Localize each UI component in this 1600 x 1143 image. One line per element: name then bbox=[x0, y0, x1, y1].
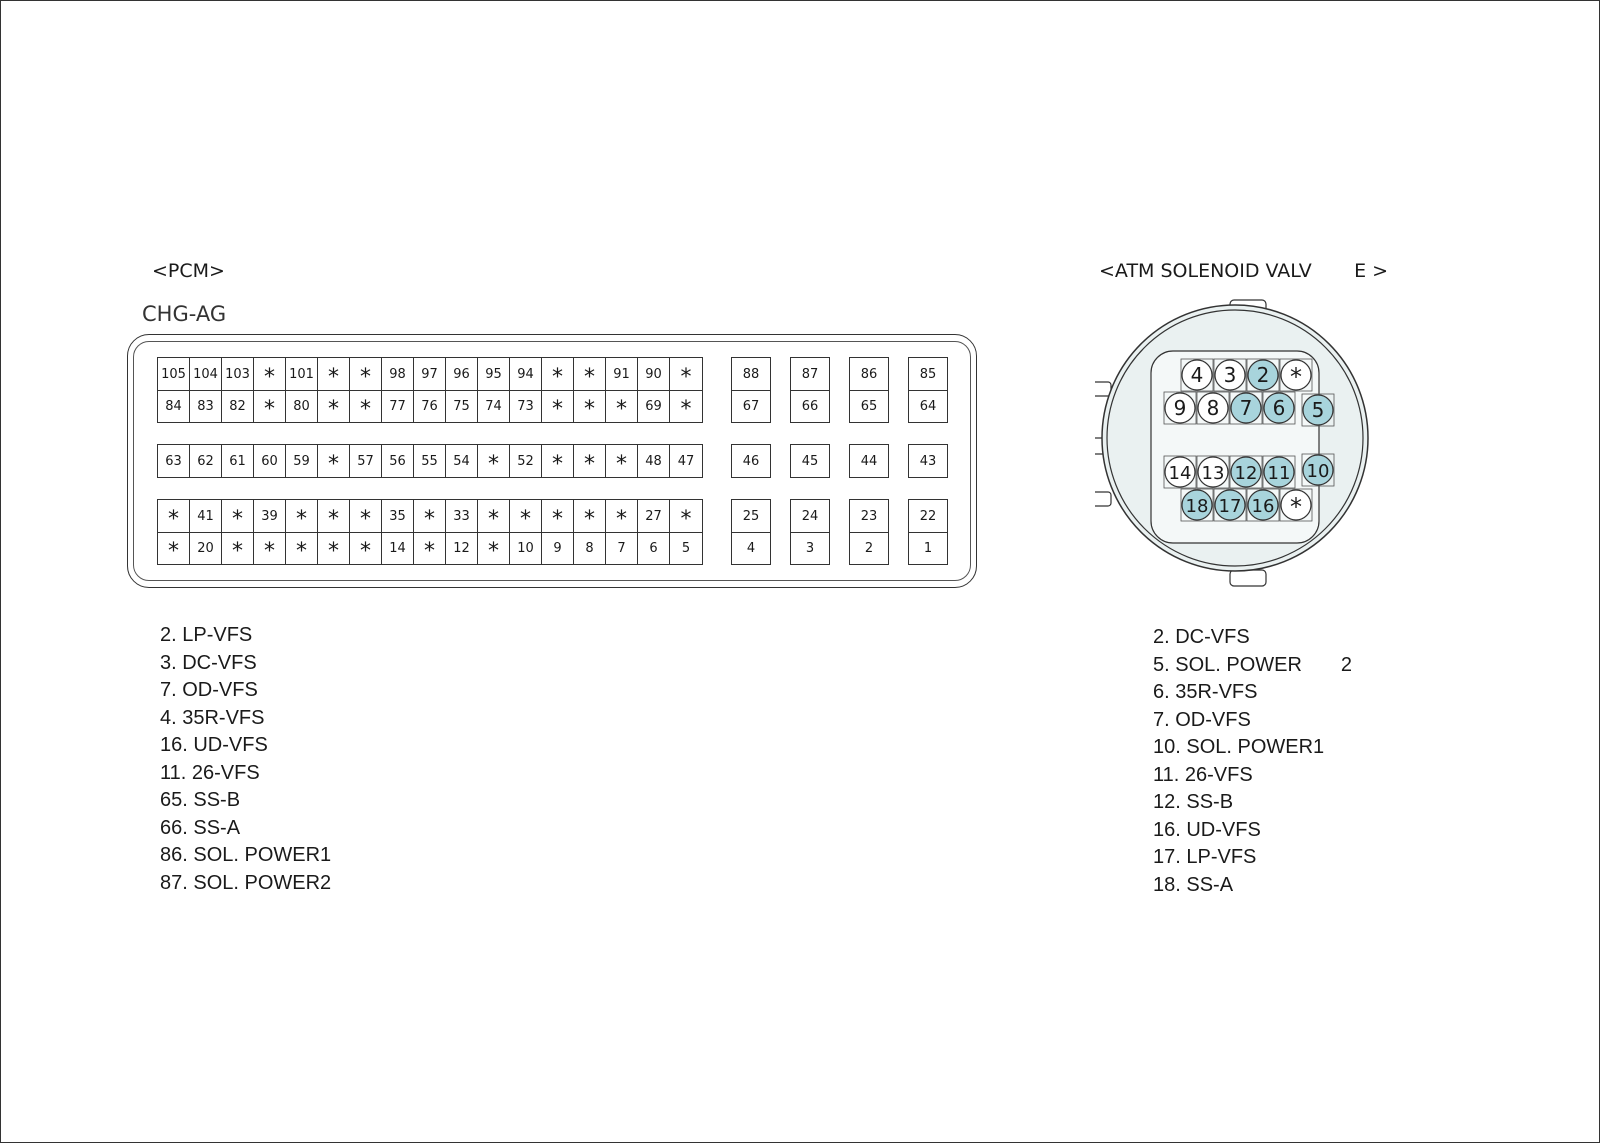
atm-pin-label: 12 bbox=[1234, 463, 1258, 484]
pcm-title: <PCM> bbox=[152, 260, 225, 282]
pcm-single-pin-block bbox=[908, 444, 948, 478]
pcm-pin: 87 bbox=[801, 366, 819, 382]
pcm-pin: 97 bbox=[414, 358, 446, 390]
pcm-pin: * bbox=[286, 500, 318, 532]
pcm-pin: 24 bbox=[801, 508, 819, 524]
pcm-connector-code: CHG-AG bbox=[142, 302, 227, 326]
atm-pin-legend bbox=[1153, 624, 1352, 899]
pcm-pin: 77 bbox=[382, 390, 414, 422]
pcm-single-pin-block bbox=[731, 499, 771, 565]
pcm-pin: 90 bbox=[638, 358, 670, 390]
pcm-pin: 33 bbox=[446, 500, 478, 532]
pcm-pin: 88 bbox=[742, 366, 760, 382]
legend-item: 66. SS-A bbox=[160, 816, 241, 839]
connector-tab bbox=[1095, 492, 1111, 506]
pcm-pin: * bbox=[318, 358, 350, 390]
pcm-pin: * bbox=[574, 500, 606, 532]
pcm-pin: 27 bbox=[638, 500, 670, 532]
pcm-pin: 95 bbox=[478, 358, 510, 390]
connector-tab bbox=[1095, 382, 1111, 396]
pcm-pin: 75 bbox=[446, 390, 478, 422]
pcm-single-pin-block bbox=[849, 357, 889, 423]
legend-item: 86. SOL. POWER1 bbox=[160, 844, 332, 866]
atm-pin-label: 7 bbox=[1239, 396, 1253, 420]
pcm-pin: 22 bbox=[919, 508, 937, 524]
pcm-pin: 85 bbox=[919, 366, 937, 382]
pcm-pin: 57 bbox=[350, 445, 382, 477]
pcm-pin: 66 bbox=[791, 390, 829, 422]
pcm-pin: 103 bbox=[222, 358, 254, 390]
pcm-single-pin-block bbox=[731, 357, 771, 423]
atm-pin-label: * bbox=[1290, 493, 1302, 521]
pcm-pin: 14 bbox=[382, 532, 414, 564]
pcm-pin: 44 bbox=[860, 453, 878, 469]
atm-pin-label: 8 bbox=[1206, 396, 1220, 420]
pcm-pin: * bbox=[510, 500, 542, 532]
atm-connector bbox=[1095, 298, 1395, 598]
connector-tab bbox=[1230, 570, 1266, 586]
pcm-pin: * bbox=[350, 532, 382, 564]
legend-item: 12. SS-B bbox=[1153, 791, 1234, 813]
pcm-pin: * bbox=[286, 532, 318, 564]
atm-pin-label: 17 bbox=[1218, 496, 1242, 517]
pcm-pin: 69 bbox=[638, 390, 670, 422]
pcm-pin: 74 bbox=[478, 390, 510, 422]
pcm-pin: * bbox=[670, 390, 702, 422]
pcm-pin: 73 bbox=[510, 390, 542, 422]
pcm-pin: * bbox=[606, 500, 638, 532]
pcm-pin: 20 bbox=[190, 532, 222, 564]
pcm-pin: * bbox=[542, 500, 574, 532]
pcm-pin: * bbox=[222, 532, 254, 564]
pcm-single-pin-block bbox=[790, 499, 830, 565]
pcm-pin: 8 bbox=[574, 532, 606, 564]
pcm-single-pin-block bbox=[908, 499, 948, 565]
pcm-pin: * bbox=[414, 532, 446, 564]
pcm-pin: * bbox=[254, 358, 286, 390]
pcm-pin: * bbox=[606, 390, 638, 422]
legend-item: 7. OD-VFS bbox=[160, 679, 258, 701]
pcm-pin: * bbox=[350, 500, 382, 532]
pcm-pin: 105 bbox=[158, 358, 190, 390]
pcm-pin: 82 bbox=[222, 390, 254, 422]
pcm-pin: * bbox=[478, 500, 510, 532]
pcm-pin: 98 bbox=[382, 358, 414, 390]
pcm-pin: 62 bbox=[190, 445, 222, 477]
pcm-pin: * bbox=[542, 358, 574, 390]
pcm-pin: * bbox=[542, 390, 574, 422]
pcm-pin: 7 bbox=[606, 532, 638, 564]
legend-item: 3. DC-VFS bbox=[160, 651, 257, 674]
pcm-pin: 52 bbox=[510, 445, 542, 477]
pcm-pin: * bbox=[414, 500, 446, 532]
atm-pin-label: 5 bbox=[1311, 398, 1325, 422]
pcm-pin: 5 bbox=[670, 532, 702, 564]
pcm-pin: 48 bbox=[638, 445, 670, 477]
pcm-pin: 60 bbox=[254, 445, 286, 477]
pcm-pin: 39 bbox=[254, 500, 286, 532]
legend-item: 11. 26-VFS bbox=[160, 761, 260, 784]
atm-pin-label: * bbox=[1290, 363, 1302, 391]
pcm-pin: * bbox=[680, 364, 692, 390]
pcm-pin: 43 bbox=[919, 453, 937, 469]
legend-item: 10. SOL. POWER1 bbox=[1153, 736, 1325, 758]
pcm-pin-legend bbox=[160, 622, 331, 897]
pcm-pin: 65 bbox=[850, 390, 888, 422]
pcm-pin: * bbox=[254, 390, 286, 422]
pcm-pin-block bbox=[157, 444, 703, 478]
pcm-pin: 56 bbox=[382, 445, 414, 477]
pcm-single-pin-block bbox=[908, 357, 948, 423]
pcm-pin: 12 bbox=[446, 532, 478, 564]
pcm-pin: 80 bbox=[286, 390, 318, 422]
pcm-pin: * bbox=[318, 390, 350, 422]
legend-item: 18. SS-A bbox=[1153, 873, 1234, 896]
pcm-pin: 9 bbox=[542, 532, 574, 564]
pcm-pin: 41 bbox=[190, 500, 222, 532]
legend-item: 7. OD-VFS bbox=[1153, 708, 1251, 731]
pcm-pin: 61 bbox=[222, 445, 254, 477]
pcm-pin: 86 bbox=[860, 366, 878, 382]
pcm-pin: * bbox=[318, 445, 350, 477]
legend-item: 2. LP-VFS bbox=[160, 624, 253, 646]
pcm-pin: 3 bbox=[791, 532, 829, 564]
pcm-pin: 76 bbox=[414, 390, 446, 422]
atm-pin-label: 6 bbox=[1272, 396, 1286, 420]
pcm-pin: * bbox=[542, 445, 574, 477]
pcm-pin: 59 bbox=[286, 445, 318, 477]
pcm-pin: * bbox=[680, 506, 692, 532]
atm-pin-label: 14 bbox=[1168, 463, 1192, 484]
pcm-pin: * bbox=[350, 358, 382, 390]
pcm-pin: 4 bbox=[732, 532, 770, 564]
pcm-pin: 45 bbox=[801, 453, 819, 469]
pcm-single-pin-block bbox=[790, 357, 830, 423]
atm-pin-label: 16 bbox=[1251, 496, 1275, 517]
atm-pin-label: 18 bbox=[1185, 496, 1209, 517]
atm-pin-label: 11 bbox=[1267, 463, 1291, 484]
legend-item: 87. SOL. POWER2 bbox=[160, 871, 332, 894]
legend-item: 17. LP-VFS bbox=[1153, 846, 1257, 868]
legend-item: 11. 26-VFS bbox=[1153, 763, 1253, 786]
pcm-pin: 55 bbox=[414, 445, 446, 477]
pcm-pin: 94 bbox=[510, 358, 542, 390]
legend-item: 6. 35R-VFS bbox=[1153, 681, 1258, 703]
pcm-single-pin-block bbox=[849, 444, 889, 478]
pcm-pin: 67 bbox=[732, 390, 770, 422]
pcm-pin: * bbox=[350, 390, 382, 422]
pcm-pin: 25 bbox=[742, 508, 760, 524]
legend-item: 16. UD-VFS bbox=[160, 734, 268, 756]
pcm-pin: * bbox=[222, 500, 254, 532]
pcm-single-pin-block bbox=[849, 499, 889, 565]
pcm-pin: * bbox=[478, 445, 510, 477]
atm-pin-label: 10 bbox=[1306, 461, 1330, 482]
pcm-pin: 23 bbox=[860, 508, 878, 524]
atm-title: <ATM SOLENOID VALV E > bbox=[1099, 260, 1389, 282]
pcm-pin: 10 bbox=[510, 532, 542, 564]
pcm-pin: 54 bbox=[446, 445, 478, 477]
legend-item: 16. UD-VFS bbox=[1153, 818, 1261, 841]
pcm-pin: 47 bbox=[677, 453, 695, 469]
pcm-pin: 6 bbox=[638, 532, 670, 564]
pcm-pin: 84 bbox=[158, 390, 190, 422]
pcm-pin: 64 bbox=[909, 390, 947, 422]
legend-item: 5. SOL. POWER 2 bbox=[1153, 653, 1352, 676]
atm-pin-label: 4 bbox=[1190, 363, 1204, 387]
pcm-pin: * bbox=[158, 532, 190, 564]
pcm-pin-block bbox=[157, 499, 703, 565]
pcm-pin: 1 bbox=[909, 532, 947, 564]
pcm-pin: 83 bbox=[190, 390, 222, 422]
pcm-pin: 35 bbox=[382, 500, 414, 532]
atm-pin-label: 3 bbox=[1223, 363, 1237, 387]
legend-item: 4. 35R-VFS bbox=[160, 706, 265, 729]
atm-pin-label: 2 bbox=[1256, 363, 1270, 387]
pcm-pin: * bbox=[574, 390, 606, 422]
pcm-pin: * bbox=[158, 500, 190, 532]
atm-pin-label: 9 bbox=[1173, 396, 1187, 420]
pcm-pin: * bbox=[478, 532, 510, 564]
atm-pin-label: 13 bbox=[1201, 463, 1225, 484]
pcm-single-pin-block bbox=[790, 444, 830, 478]
pcm-pin: * bbox=[318, 500, 350, 532]
pcm-pin: 101 bbox=[286, 358, 318, 390]
pcm-pin: 63 bbox=[158, 445, 190, 477]
pcm-pin: * bbox=[606, 445, 638, 477]
legend-item: 2. DC-VFS bbox=[1153, 626, 1250, 648]
pcm-pin: 2 bbox=[850, 532, 888, 564]
pcm-pin: * bbox=[318, 532, 350, 564]
pcm-pin-block bbox=[157, 357, 703, 423]
pcm-pin: * bbox=[574, 358, 606, 390]
pcm-pin: 96 bbox=[446, 358, 478, 390]
pcm-pin: 46 bbox=[742, 453, 760, 469]
pcm-single-pin-block bbox=[731, 444, 771, 478]
pcm-pin: 91 bbox=[606, 358, 638, 390]
legend-item: 65. SS-B bbox=[160, 789, 241, 811]
pcm-pin: * bbox=[254, 532, 286, 564]
pcm-pin: 104 bbox=[190, 358, 222, 390]
pcm-pin: * bbox=[574, 445, 606, 477]
